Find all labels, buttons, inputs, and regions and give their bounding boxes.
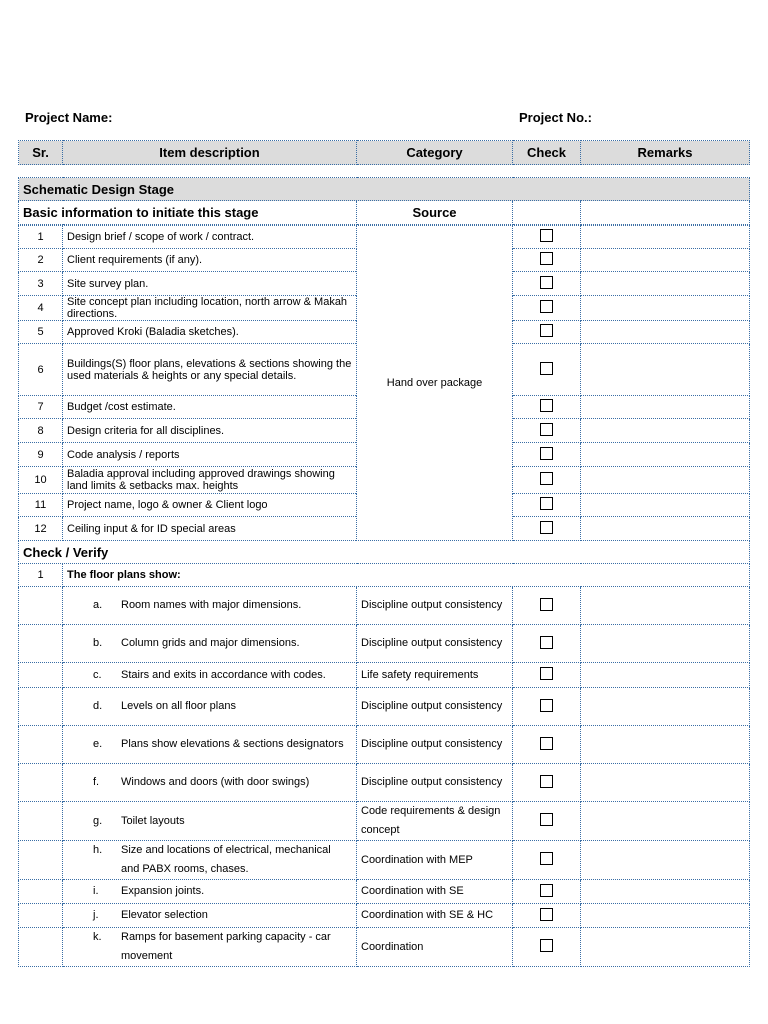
item-text: Room names with major dimensions. bbox=[121, 599, 302, 611]
check-item-description bbox=[63, 802, 357, 841]
check-cell bbox=[513, 494, 581, 517]
check-item-row bbox=[19, 764, 750, 802]
item-description: Buildings(S) floor plans, elevations & sections showing the used materials & heights or any special details. bbox=[63, 344, 357, 396]
item-text: Toilet layouts bbox=[121, 814, 185, 827]
item-sr: 2 bbox=[19, 249, 63, 272]
check-cell bbox=[513, 296, 581, 321]
item-letter: j. bbox=[93, 909, 99, 921]
remarks-cell[interactable] bbox=[581, 443, 750, 467]
check-item-category: Coordination bbox=[357, 928, 513, 967]
check-cell bbox=[513, 802, 581, 841]
checkbox[interactable] bbox=[540, 598, 553, 611]
item-description: Ceiling input & for ID special areas bbox=[63, 517, 357, 541]
col-remarks: Remarks bbox=[581, 141, 750, 165]
remarks-cell[interactable] bbox=[581, 841, 750, 880]
remarks-cell[interactable] bbox=[581, 880, 750, 904]
check-item-row bbox=[19, 928, 750, 967]
checkbox[interactable] bbox=[540, 300, 553, 313]
check-item-category: Discipline output consistency bbox=[357, 625, 513, 663]
item-description: Design brief / scope of work / contract. bbox=[63, 226, 357, 249]
remarks-cell[interactable] bbox=[581, 296, 750, 321]
remarks-cell[interactable] bbox=[581, 396, 750, 419]
remarks-cell[interactable] bbox=[581, 802, 750, 841]
item-sr: 1 bbox=[19, 226, 63, 249]
col-check: Check bbox=[513, 141, 581, 165]
checkbox[interactable] bbox=[540, 399, 553, 412]
item-text: Size and locations of electrical, mechanical and PABX rooms, chases. bbox=[121, 844, 331, 875]
stage-title: Schematic Design Stage bbox=[19, 178, 750, 201]
check-item-row bbox=[19, 688, 750, 726]
item-sr: 6 bbox=[19, 344, 63, 396]
item-letter: c. bbox=[93, 668, 102, 681]
checkbox[interactable] bbox=[540, 472, 553, 485]
header-table bbox=[18, 140, 750, 165]
check-cell bbox=[513, 249, 581, 272]
check-cell bbox=[513, 880, 581, 904]
check-item-row bbox=[19, 726, 750, 764]
item-letter: h. bbox=[93, 844, 103, 856]
check-cell bbox=[513, 226, 581, 249]
checkbox[interactable] bbox=[540, 667, 553, 680]
check-cell bbox=[513, 625, 581, 663]
check-item-row bbox=[19, 880, 750, 904]
item-text: Elevator selection bbox=[121, 909, 208, 921]
check-verify-heading: Check / Verify bbox=[19, 541, 750, 564]
item-description: Budget /cost estimate. bbox=[63, 396, 357, 419]
item-description: Client requirements (if any). bbox=[63, 249, 357, 272]
item-letter: b. bbox=[93, 637, 103, 649]
item-text: Windows and doors (with door swings) bbox=[121, 776, 310, 788]
checkbox[interactable] bbox=[540, 813, 553, 826]
remarks-cell[interactable] bbox=[581, 467, 750, 494]
check-item-description bbox=[63, 764, 357, 802]
checkbox[interactable] bbox=[540, 884, 553, 897]
checkbox[interactable] bbox=[540, 423, 553, 436]
remarks-cell[interactable] bbox=[581, 587, 750, 625]
check-cell bbox=[513, 272, 581, 296]
remarks-cell[interactable] bbox=[581, 226, 750, 249]
item-letter: e. bbox=[93, 738, 103, 750]
check-item-description bbox=[63, 587, 357, 625]
source-value: Hand over package bbox=[357, 226, 513, 541]
item-description: Baladia approval including approved drawings showing land limits & setbacks max. heights bbox=[63, 467, 357, 494]
checkbox[interactable] bbox=[540, 362, 553, 375]
checkbox[interactable] bbox=[540, 939, 553, 952]
check-item-description bbox=[63, 904, 357, 928]
remarks-cell[interactable] bbox=[581, 726, 750, 764]
checkbox[interactable] bbox=[540, 636, 553, 649]
remarks-cell[interactable] bbox=[581, 625, 750, 663]
item-description: Site survey plan. bbox=[63, 272, 357, 296]
checkbox[interactable] bbox=[540, 908, 553, 921]
item-description: Approved Kroki (Baladia sketches). bbox=[63, 321, 357, 344]
item-text: Plans show elevations & sections designators bbox=[121, 738, 344, 750]
item-letter: k. bbox=[93, 931, 102, 943]
checklist-table bbox=[18, 177, 750, 967]
col-item: Item description bbox=[63, 141, 357, 165]
check-item-description bbox=[63, 841, 357, 880]
check-item-description bbox=[63, 928, 357, 967]
remarks-cell[interactable] bbox=[581, 344, 750, 396]
check-cell bbox=[513, 396, 581, 419]
remarks-cell[interactable] bbox=[581, 419, 750, 443]
check-sr: 1 bbox=[19, 564, 63, 587]
item-sr: 9 bbox=[19, 443, 63, 467]
item-sr: 4 bbox=[19, 296, 63, 321]
item-sr: 10 bbox=[19, 467, 63, 494]
remarks-cell[interactable] bbox=[581, 764, 750, 802]
project-number-label: Project No.: bbox=[519, 110, 592, 125]
check-item-category: Life safety requirements bbox=[357, 663, 513, 688]
check-cell bbox=[513, 841, 581, 880]
remarks-cell[interactable] bbox=[581, 494, 750, 517]
item-sr: 5 bbox=[19, 321, 63, 344]
check-item-row bbox=[19, 663, 750, 688]
item-sr: 3 bbox=[19, 272, 63, 296]
check-item-category: Discipline output consistency bbox=[357, 587, 513, 625]
item-letter: d. bbox=[93, 700, 103, 712]
check-item-category: Discipline output consistency bbox=[357, 688, 513, 726]
check-cell bbox=[513, 419, 581, 443]
checkbox[interactable] bbox=[540, 276, 553, 289]
remarks-cell[interactable] bbox=[581, 517, 750, 541]
remarks-cell[interactable] bbox=[581, 688, 750, 726]
item-text: Stairs and exits in accordance with codes. bbox=[121, 668, 326, 681]
check-item-category: Coordination with SE bbox=[357, 880, 513, 904]
item-description: Design criteria for all disciplines. bbox=[63, 419, 357, 443]
item-text: Expansion joints. bbox=[121, 885, 205, 897]
item-description: Code analysis / reports bbox=[63, 443, 357, 467]
item-text: Column grids and major dimensions. bbox=[121, 637, 300, 649]
checkbox[interactable] bbox=[540, 699, 553, 712]
check-cell bbox=[513, 726, 581, 764]
checkbox[interactable] bbox=[540, 252, 553, 265]
check-item-category: Coordination with MEP bbox=[357, 841, 513, 880]
checkbox[interactable] bbox=[540, 852, 553, 865]
basic-item-row bbox=[19, 226, 750, 249]
remarks-cell[interactable] bbox=[581, 904, 750, 928]
check-cell bbox=[513, 928, 581, 967]
check-cell bbox=[513, 321, 581, 344]
check-cell bbox=[513, 688, 581, 726]
item-text: Ramps for basement parking capacity - car movement bbox=[121, 931, 331, 962]
check-cell bbox=[513, 344, 581, 396]
checkbox[interactable] bbox=[540, 521, 553, 534]
item-letter: a. bbox=[93, 599, 103, 611]
item-sr: 12 bbox=[19, 517, 63, 541]
checkbox[interactable] bbox=[540, 737, 553, 750]
col-category: Category bbox=[357, 141, 513, 165]
item-sr: 7 bbox=[19, 396, 63, 419]
remarks-cell[interactable] bbox=[581, 249, 750, 272]
item-text: Levels on all floor plans bbox=[121, 700, 236, 712]
checkbox[interactable] bbox=[540, 775, 553, 788]
item-letter: f. bbox=[93, 776, 100, 788]
check-cell bbox=[513, 904, 581, 928]
remarks-cell[interactable] bbox=[581, 321, 750, 344]
check-item-description bbox=[63, 625, 357, 663]
checkbox[interactable] bbox=[540, 229, 553, 242]
project-name-label: Project Name: bbox=[25, 110, 113, 125]
basic-info-heading: Basic information to initiate this stage bbox=[19, 201, 357, 225]
remarks-cell[interactable] bbox=[581, 928, 750, 967]
check-cell bbox=[513, 663, 581, 688]
check-item-row bbox=[19, 904, 750, 928]
check-cell bbox=[513, 517, 581, 541]
check-item-row bbox=[19, 841, 750, 880]
check-item-description bbox=[63, 880, 357, 904]
check-item-category: Discipline output consistency bbox=[357, 764, 513, 802]
check-cell bbox=[513, 467, 581, 494]
remarks-cell[interactable] bbox=[581, 272, 750, 296]
check-item-row bbox=[19, 802, 750, 841]
check-item-category: Discipline output consistency bbox=[357, 726, 513, 764]
check-item-description bbox=[63, 663, 357, 688]
check-cell bbox=[513, 587, 581, 625]
check-item-category: Coordination with SE & HC bbox=[357, 904, 513, 928]
check-item-category: Code requirements & design concept bbox=[357, 802, 513, 841]
checkbox[interactable] bbox=[540, 324, 553, 337]
check-item-description bbox=[63, 726, 357, 764]
check-subtitle: The floor plans show: bbox=[63, 564, 750, 587]
item-description: Project name, logo & owner & Client logo bbox=[63, 494, 357, 517]
col-sr: Sr. bbox=[19, 141, 63, 165]
check-cell bbox=[513, 764, 581, 802]
item-sr: 8 bbox=[19, 419, 63, 443]
check-cell bbox=[513, 443, 581, 467]
check-item-description bbox=[63, 688, 357, 726]
checkbox[interactable] bbox=[540, 447, 553, 460]
item-description: Site concept plan including location, north arrow & Makah directions. bbox=[63, 296, 357, 321]
item-sr: 11 bbox=[19, 494, 63, 517]
check-item-row bbox=[19, 625, 750, 663]
source-heading: Source bbox=[357, 201, 513, 225]
check-item-row bbox=[19, 587, 750, 625]
item-letter: i. bbox=[93, 885, 99, 897]
remarks-cell[interactable] bbox=[581, 663, 750, 688]
checkbox[interactable] bbox=[540, 497, 553, 510]
item-letter: g. bbox=[93, 814, 103, 827]
